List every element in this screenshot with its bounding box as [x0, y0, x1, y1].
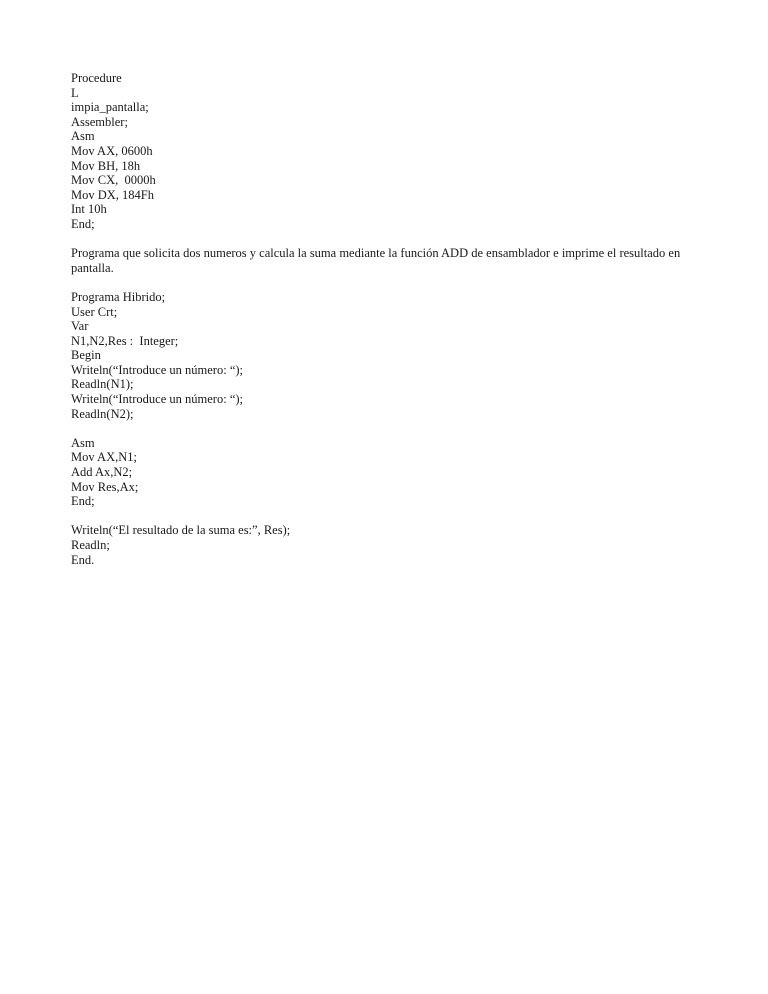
code-line: Mov CX, 0000h	[71, 173, 156, 188]
code-line: Readln;	[71, 538, 110, 552]
code-line: Mov Res,Ax;	[71, 479, 139, 494]
code-line: Writeln(“Introduce un número: “);	[71, 392, 243, 407]
code-line: Assembler;	[71, 114, 128, 129]
code-line: Readln(N1);	[71, 377, 134, 392]
program-header-code-block	[71, 290, 701, 421]
spacer	[71, 275, 701, 290]
code-line: Mov BH, 18h	[71, 158, 141, 173]
code-line: Begin	[71, 348, 101, 363]
spacer	[71, 232, 701, 247]
spacer	[71, 509, 701, 524]
code-line: L	[71, 85, 79, 100]
code-line: Programa Hibrido;	[71, 289, 166, 304]
code-line: Writeln(“Introduce un número: “);	[71, 362, 243, 377]
code-line: Int 10h	[71, 202, 107, 217]
code-line: Procedure	[71, 71, 122, 85]
code-line: Mov DX, 184Fh	[71, 187, 154, 202]
document-content	[71, 71, 701, 567]
code-line: Mov AX, 0600h	[71, 143, 153, 158]
code-line: Mov AX,N1;	[71, 450, 137, 465]
description-paragraph: Programa que solicita dos numeros y calcula la suma mediante la función ADD de ensamblador e imprime el resultado en pantalla.	[71, 246, 681, 275]
code-line: Asm	[71, 129, 95, 144]
code-line: impia_pantalla;	[71, 100, 149, 115]
code-line: End.	[71, 552, 95, 567]
asm-code-block	[71, 436, 701, 509]
code-line: Readln(N2);	[71, 406, 134, 421]
code-line: N1,N2,Res : Integer;	[71, 333, 179, 348]
code-line: End;	[71, 494, 95, 509]
code-line: Add Ax,N2;	[71, 465, 133, 480]
code-line: User Crt;	[71, 304, 118, 319]
code-line: Var	[71, 319, 89, 334]
spacer	[71, 421, 701, 436]
procedure-code-block	[71, 71, 701, 232]
code-line: Asm	[71, 435, 95, 450]
output-code-block	[71, 523, 701, 567]
code-line: End;	[71, 216, 95, 231]
code-line: Writeln(“El resultado de la suma es:”, Res);	[71, 523, 291, 538]
